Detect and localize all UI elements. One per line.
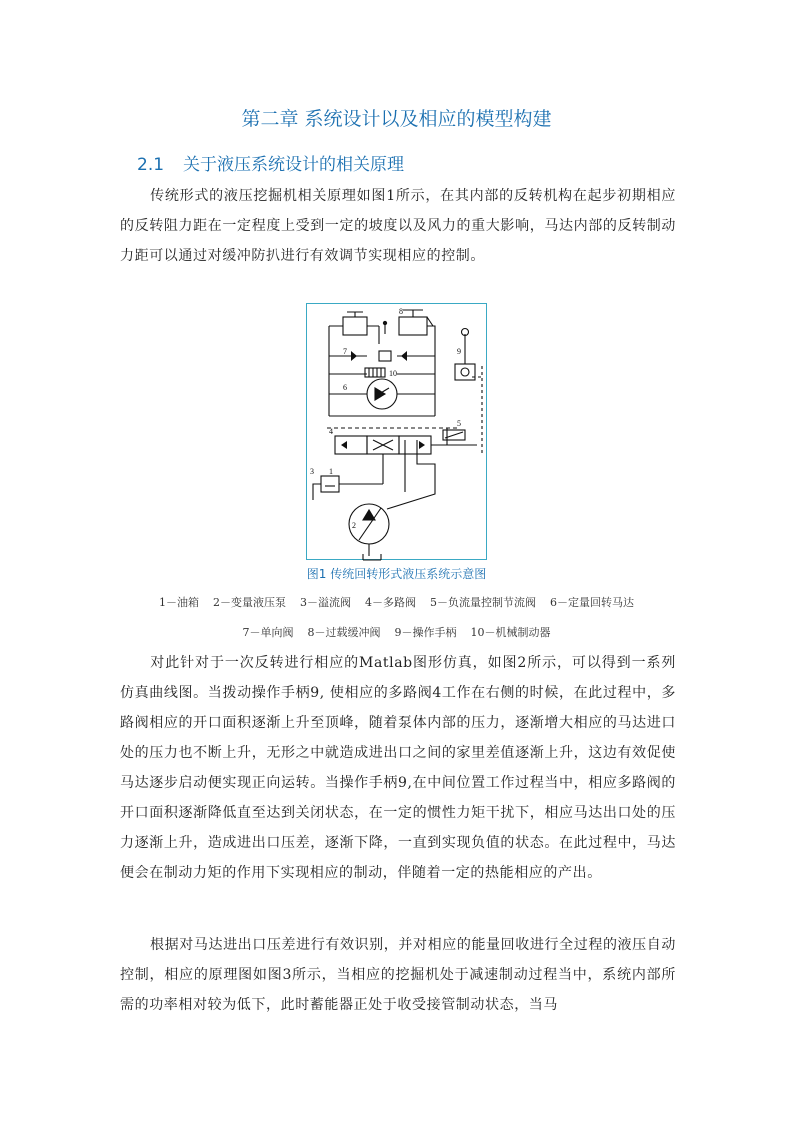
label-10: 10 [389,369,397,378]
paragraph-3 [120,930,676,1020]
legend-item: 4－多路阀 [365,596,416,609]
legend-item: 5－负流量控制节流阀 [430,596,536,609]
label-3: 3 [310,467,314,476]
label-5: 5 [457,419,461,428]
overload-valve-right-shape [399,317,427,335]
section-title: 关于液压系统设计的相关原理 [183,155,404,175]
section-number: 2.1 [137,155,165,175]
legend-item: 1－油箱 [159,596,199,609]
legend-item: 9－操作手柄 [394,626,457,639]
legend-item: 6－定量回转马达 [550,596,634,609]
overload-valve-left-shape [343,317,367,335]
label-9: 9 [457,347,461,356]
handle-shape [455,364,475,380]
section-heading [137,150,404,175]
legend-item: 7－单向阀 [242,626,294,639]
label-6: 6 [343,383,347,392]
figure-legend-row-1 [0,594,793,610]
paragraph-2-text: 对此针对于一次反转进行相应的Matlab图形仿真，如图2所示，可以得到一系列仿真曲线图。当拨动操作手柄9, 使相应的多路阀4工作在右侧的时候，在此过程中，多路阀相应的开口面积逐渐上升至顶峰，随着泵体内部的压力，逐渐增大相应的马达进口处的压力也不断上升，无形之中就造成进出口之间的家里差值逐渐上升，这边有效促使马达逐步启动便实现正向运转。当操作手柄9,在中间位置工作过程当中，相应多路阀的开口面积逐渐降低直至达到关闭状态，在一定的惯性力矩干扰下，相应马达出口处的压力逐渐上升，造成进出口压差，逐渐下降，一直到实现负值的状态。在此过程中，马达便会在制动力矩的作用下实现相应的制动，伴随着一定的热能相应的产出。 [120,655,676,881]
paragraph-1 [120,181,676,271]
label-1: 1 [329,467,333,476]
relief-valve-shape [321,476,339,492]
paragraph-2 [120,648,676,888]
paragraph-3-text: 根据对马达进出口压差进行有效识别，并对相应的能量回收进行全过程的液压自动控制，相应的原理图如图3所示，当相应的挖掘机处于减速制动过程当中，系统内部所需的功率相对较为低下，此时蓄能器正处于收受接管制动状态，当马 [120,937,676,1013]
multiway-valve-left [335,436,367,454]
legend-item: 10－机械制动器 [470,626,551,639]
legend-item: 8－过载缓冲阀 [307,626,381,639]
label-2: 2 [352,521,356,530]
paragraph-1-text: 传统形式的液压挖掘机相关原理如图1所示，在其内部的反转机构在起步初期相应的反转阻力距在一定程度上受到一定的坡度以及风力的重大影响，马达内部的反转制动力距可以通过对缓冲防扒进行有效调节实现相应的控制。 [120,188,676,264]
legend-item: 2－变量液压泵 [213,596,286,609]
label-7: 7 [343,347,347,356]
figure-legend-row-2 [0,624,793,640]
brake-shape [365,368,385,377]
figure-caption: 图1 传统回转形式液压系统示意图 [306,567,487,581]
chapter-title: 第二章 系统设计以及相应的模型构建 [241,108,552,130]
hydraulic-diagram-figure [306,303,487,560]
hydraulic-schematic [307,304,488,561]
label-4: 4 [329,427,333,436]
label-8: 8 [399,307,403,316]
legend-item: 3－溢流阀 [300,596,351,609]
